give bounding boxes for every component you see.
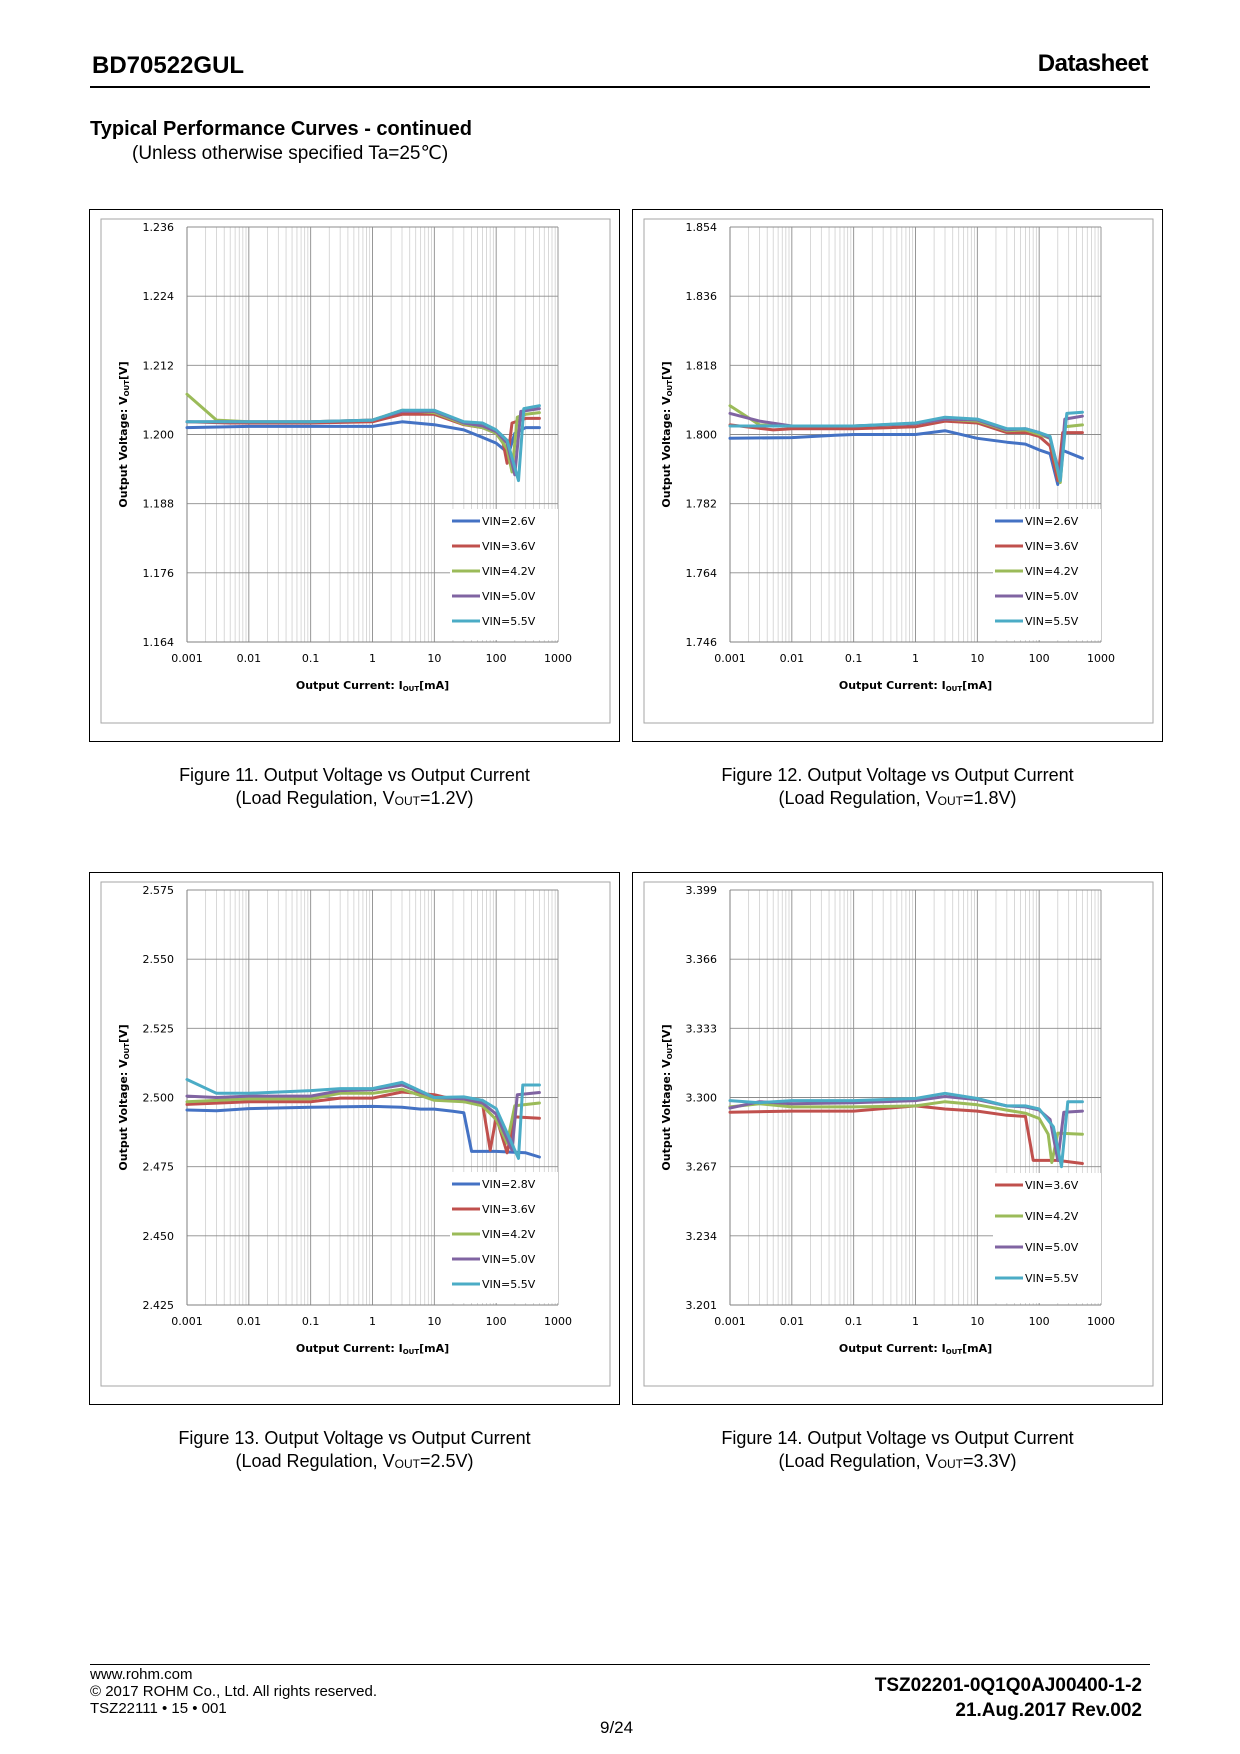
legend-label: VIN=5.5V	[482, 615, 536, 628]
y-axis-label: Output Voltage: VOUT[V]	[117, 361, 131, 508]
x-tick-label: 1	[912, 1315, 919, 1328]
x-tick-label: 100	[485, 652, 507, 665]
x-tick-label: 0.1	[301, 1315, 320, 1328]
x-tick-label: 10	[970, 1315, 985, 1328]
y-axis-label: Output Voltage: VOUT[V]	[660, 361, 674, 508]
y-tick-label: 1.746	[685, 636, 717, 649]
y-tick-label: 1.176	[142, 566, 174, 580]
section-title: Typical Performance Curves - continued	[90, 118, 472, 140]
x-axis-label: Output Current: IOUT[mA]	[838, 1342, 993, 1356]
x-tick-label: 0.001	[171, 652, 203, 665]
footer-date-revision: 21.Aug.2017 Rev.002	[955, 1700, 1142, 1721]
chart-svg	[90, 210, 621, 743]
y-tick-label: 1.164	[142, 636, 174, 649]
legend-label: VIN=4.2V	[482, 1228, 536, 1241]
x-tick-label: 1000	[544, 1315, 572, 1328]
chart-figure-14	[632, 872, 1163, 1405]
x-tick-label: 1	[912, 652, 919, 665]
y-tick-label: 1.224	[142, 290, 174, 304]
chart-svg	[633, 873, 1164, 1406]
legend-label: VIN=5.0V	[482, 590, 536, 603]
x-axis-label: Output Current: IOUT[mA]	[838, 679, 993, 693]
y-tick-label: 3.234	[685, 1229, 717, 1243]
y-tick-label: 3.201	[685, 1299, 717, 1312]
chart-figure-11	[89, 209, 620, 742]
document-type: Datasheet	[1037, 50, 1148, 77]
x-tick-label: 0.01	[779, 1315, 805, 1328]
figure-14-caption	[632, 1427, 1163, 1475]
x-tick-label: 0.001	[714, 652, 746, 665]
caption-line-1: Figure 13. Output Voltage vs Output Current	[178, 1428, 531, 1448]
chart-figure-12	[632, 209, 1163, 742]
x-tick-label: 0.001	[171, 1315, 203, 1328]
x-tick-label: 0.01	[236, 652, 262, 665]
y-tick-label: 1.782	[685, 497, 717, 511]
legend-label: VIN=3.6V	[482, 1203, 536, 1216]
legend-label: VIN=5.0V	[1025, 1241, 1079, 1254]
x-axis-label: Output Current: IOUT[mA]	[295, 1342, 450, 1356]
y-axis-label: Output Voltage: VOUT[V]	[117, 1024, 131, 1171]
y-tick-label: 2.575	[142, 884, 174, 897]
footer-divider	[90, 1664, 1150, 1665]
y-tick-label: 3.366	[685, 953, 717, 967]
page-number: 9/24	[600, 1718, 634, 1737]
x-tick-label: 100	[1028, 652, 1050, 665]
footer-website: www.rohm.com	[90, 1666, 193, 1683]
y-tick-label: 1.200	[142, 428, 174, 442]
y-tick-label: 2.550	[142, 953, 174, 967]
y-tick-label: 2.450	[142, 1229, 174, 1243]
x-tick-label: 0.1	[301, 652, 320, 665]
footer-code: TSZ22111 • 15 • 001	[90, 1700, 227, 1717]
header-divider	[90, 86, 1150, 88]
section-subtitle: (Unless otherwise specified Ta=25℃)	[132, 143, 449, 164]
y-tick-label: 3.267	[685, 1160, 717, 1174]
x-tick-label: 10	[427, 652, 442, 665]
y-tick-label: 1.800	[685, 428, 717, 442]
x-tick-label: 10	[427, 1315, 442, 1328]
y-tick-label: 2.500	[142, 1091, 174, 1105]
legend-label: VIN=2.8V	[482, 1178, 536, 1191]
document-title: BD70522GUL	[92, 52, 245, 79]
y-tick-label: 1.236	[142, 221, 174, 234]
x-tick-label: 0.1	[844, 1315, 863, 1328]
y-tick-label: 1.836	[685, 290, 717, 304]
y-tick-label: 3.300	[685, 1091, 717, 1105]
caption-line-2: (Load Regulation, $V_{OUT}=3.3V$)	[778, 1451, 1017, 1471]
x-tick-label: 0.01	[779, 652, 805, 665]
y-tick-label: 1.854	[685, 221, 717, 234]
y-tick-label: 1.764	[685, 566, 717, 580]
y-tick-label: 2.525	[142, 1022, 174, 1036]
caption-line-1: Figure 11. Output Voltage vs Output Current	[179, 765, 530, 785]
y-axis-label: Output Voltage: VOUT[V]	[660, 1024, 674, 1171]
x-tick-label: 1000	[1087, 1315, 1115, 1328]
legend-label: VIN=5.5V	[1025, 615, 1079, 628]
x-tick-label: 100	[1028, 1315, 1050, 1328]
x-tick-label: 1	[369, 652, 376, 665]
chart-figure-13	[89, 872, 620, 1405]
footer-doc-number: TSZ02201-0Q1Q0AJ00400-1-2	[874, 1675, 1142, 1696]
legend-label: VIN=3.6V	[482, 540, 536, 553]
caption-line-2: (Load Regulation, $V_{OUT}=1.2V$)	[235, 788, 474, 808]
x-tick-label: 0.01	[236, 1315, 262, 1328]
x-tick-label: 0.1	[844, 652, 863, 665]
caption-line-2: (Load Regulation, $V_{OUT}=2.5V$)	[235, 1451, 474, 1471]
footer-copyright: © 2017 ROHM Co., Ltd. All rights reserved.	[90, 1683, 377, 1700]
y-tick-label: 3.333	[685, 1022, 717, 1036]
legend-label: VIN=5.5V	[1025, 1272, 1079, 1285]
x-tick-label: 0.001	[714, 1315, 746, 1328]
y-tick-label: 1.818	[685, 359, 717, 373]
legend-label: VIN=5.0V	[482, 1253, 536, 1266]
legend-label: VIN=3.6V	[1025, 540, 1079, 553]
x-tick-label: 1000	[1087, 652, 1115, 665]
caption-line-2: (Load Regulation, $V_{OUT}=1.8V$)	[778, 788, 1017, 808]
legend-label: VIN=4.2V	[482, 565, 536, 578]
x-tick-label: 1	[369, 1315, 376, 1328]
figure-13-caption	[89, 1427, 620, 1475]
legend-label: VIN=3.6V	[1025, 1179, 1079, 1192]
figure-11-caption	[89, 764, 620, 812]
caption-line-1: Figure 12. Output Voltage vs Output Current	[721, 765, 1074, 785]
y-tick-label: 1.188	[142, 497, 174, 511]
legend-label: VIN=4.2V	[1025, 1210, 1079, 1223]
y-tick-label: 1.212	[142, 359, 174, 373]
chart-svg	[633, 210, 1164, 743]
figure-12-caption	[632, 764, 1163, 812]
legend-label: VIN=4.2V	[1025, 565, 1079, 578]
chart-svg	[90, 873, 621, 1406]
legend-label: VIN=2.6V	[482, 515, 536, 528]
x-axis-label: Output Current: IOUT[mA]	[295, 679, 450, 693]
y-tick-label: 3.399	[685, 884, 717, 897]
y-tick-label: 2.475	[142, 1160, 174, 1174]
x-tick-label: 1000	[544, 652, 572, 665]
caption-line-1: Figure 14. Output Voltage vs Output Current	[721, 1428, 1074, 1448]
x-tick-label: 10	[970, 652, 985, 665]
legend-label: VIN=5.5V	[482, 1278, 536, 1291]
legend-label: VIN=5.0V	[1025, 590, 1079, 603]
legend-label: VIN=2.6V	[1025, 515, 1079, 528]
y-tick-label: 2.425	[142, 1299, 174, 1312]
x-tick-label: 100	[485, 1315, 507, 1328]
